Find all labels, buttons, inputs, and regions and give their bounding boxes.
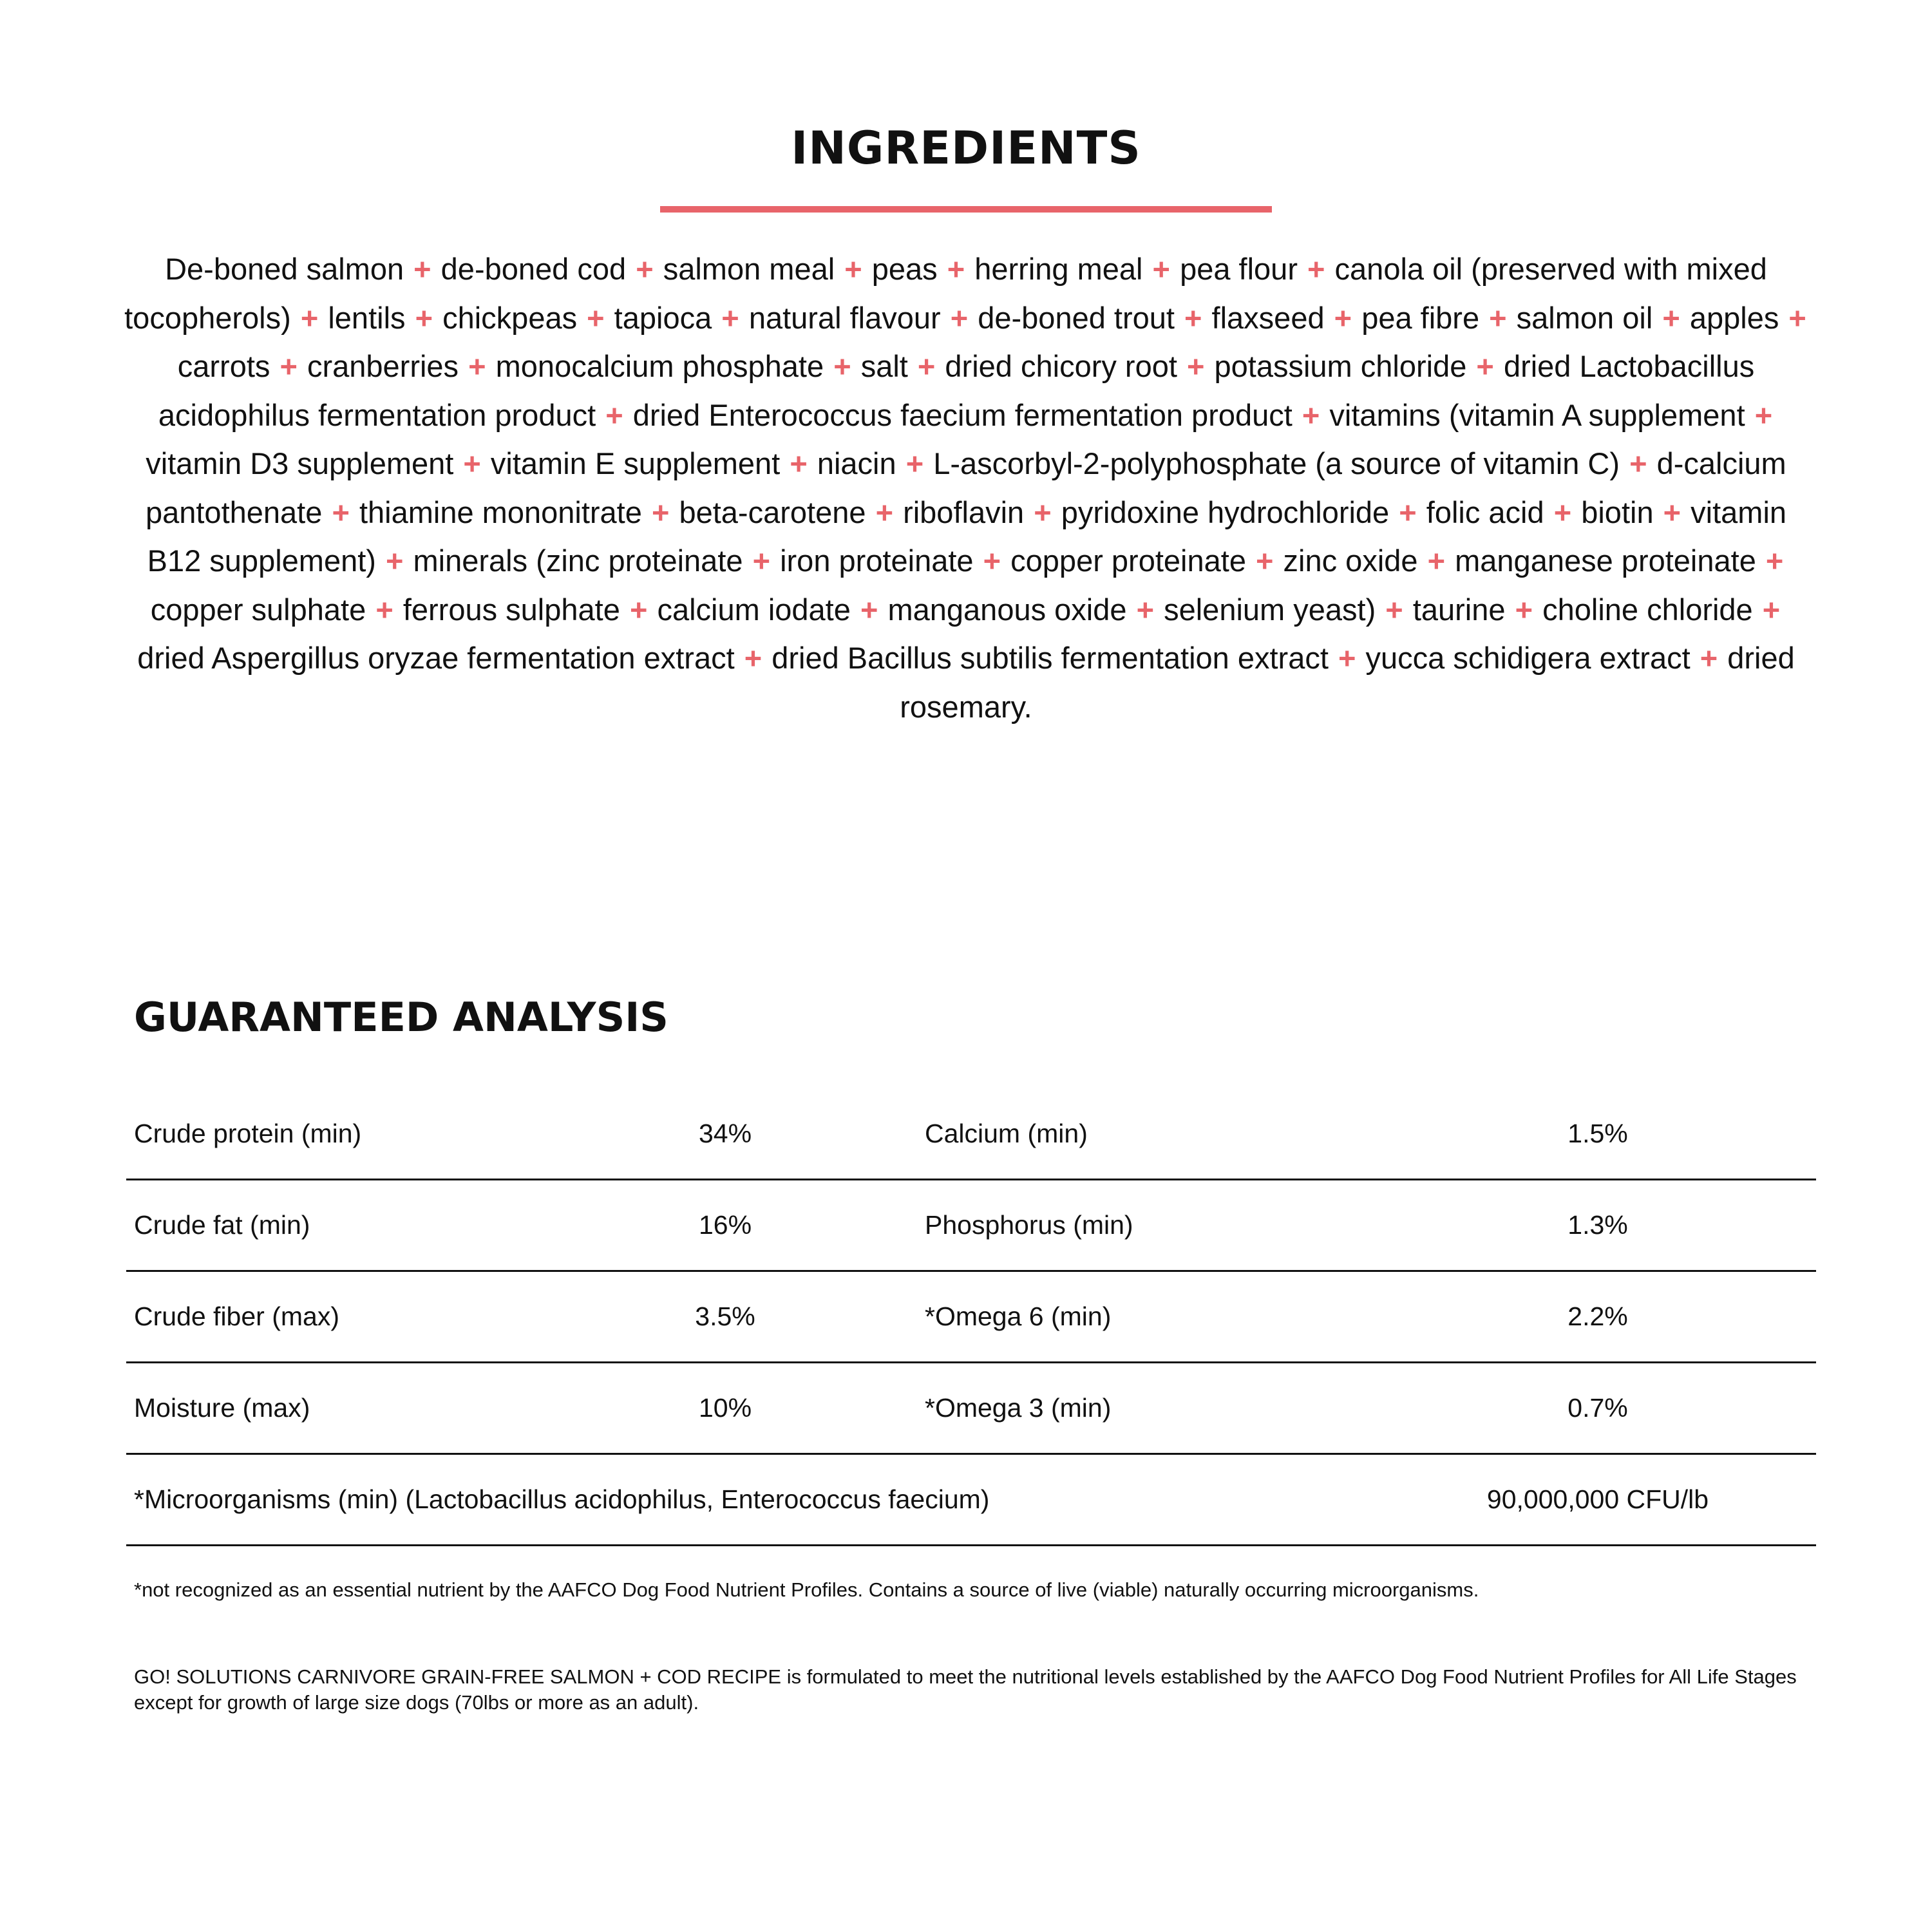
ingredient-item: peas xyxy=(871,252,938,286)
plus-separator-icon: + xyxy=(413,252,431,286)
ingredient-item: iron proteinate xyxy=(780,544,974,578)
analysis-title: GUARANTEED ANALYSIS xyxy=(134,994,668,1041)
plus-separator-icon: + xyxy=(1307,252,1325,286)
plus-separator-icon: + xyxy=(1762,592,1781,627)
table-row xyxy=(126,1180,1816,1272)
ingredient-item: apples xyxy=(1689,300,1779,335)
ingredients-list xyxy=(116,245,1816,731)
ingredient-item: yucca schidigera extract xyxy=(1365,641,1690,675)
nutrient-label: *Omega 6 (min) xyxy=(925,1302,1112,1331)
plus-separator-icon: + xyxy=(1515,592,1533,627)
nutrient-label: Crude fat (min) xyxy=(134,1210,310,1240)
plus-separator-icon: + xyxy=(947,252,965,286)
plus-separator-icon: + xyxy=(300,300,319,335)
nutrient-label: Calcium (min) xyxy=(925,1119,1088,1148)
table-row xyxy=(126,1272,1816,1363)
ingredient-item: tapioca xyxy=(614,300,712,335)
plus-separator-icon: + xyxy=(1489,300,1507,335)
plus-separator-icon: + xyxy=(1553,495,1572,529)
plus-separator-icon: + xyxy=(917,349,936,383)
ingredient-item: biotin xyxy=(1581,495,1654,529)
plus-separator-icon: + xyxy=(605,397,623,432)
plus-separator-icon: + xyxy=(1184,300,1202,335)
plus-separator-icon: + xyxy=(1662,300,1680,335)
ingredient-item: de-boned trout xyxy=(978,300,1175,335)
ingredient-item: pea flour xyxy=(1180,252,1298,286)
ingredient-item: dried Bacillus subtilis fermentation extract xyxy=(772,641,1329,675)
nutrient-label: *Omega 3 (min) xyxy=(925,1393,1112,1423)
ingredient-item: calcium iodate xyxy=(657,592,851,627)
ingredient-item: selenium yeast) xyxy=(1164,592,1376,627)
plus-separator-icon: + xyxy=(875,495,894,529)
ingredient-item: chickpeas xyxy=(442,300,578,335)
nutrient-value: 0.7% xyxy=(1567,1393,1628,1423)
ingredient-item: dried Aspergillus oryzae fermentation extract xyxy=(137,641,735,675)
ingredient-item: dried chicory root xyxy=(945,349,1177,383)
plus-separator-icon: + xyxy=(721,300,739,335)
plus-separator-icon: + xyxy=(415,300,433,335)
ingredient-item: L-ascorbyl-2-polyphosphate (a source of vitamin C) xyxy=(933,446,1620,480)
plus-separator-icon: + xyxy=(752,544,771,578)
ingredient-item: taurine xyxy=(1412,592,1506,627)
guaranteed-analysis-section xyxy=(126,989,1816,1716)
ingredient-item: vitamin D3 supplement xyxy=(146,446,454,480)
nutrient-value: 2.2% xyxy=(1567,1302,1628,1331)
plus-separator-icon: + xyxy=(1338,641,1356,675)
plus-separator-icon: + xyxy=(1399,495,1417,529)
aafco-statement: GO! SOLUTIONS CARNIVORE GRAIN-FREE SALMON + COD RECIPE is formulated to meet the nutritional levels established by the AAFCO Dog Food Nutrient Profiles for All Life Stages except for growth of large size dogs (70lbs or more as an adult). xyxy=(134,1665,1797,1714)
ingredient-item: zinc oxide xyxy=(1283,544,1418,578)
nutrient-label: Phosphorus (min) xyxy=(925,1210,1133,1240)
ingredient-item: d-calcium pantothenate xyxy=(145,446,1786,529)
title-underline xyxy=(660,206,1272,213)
nutrient-value: 16% xyxy=(698,1210,752,1240)
plus-separator-icon: + xyxy=(1427,544,1446,578)
ingredient-item: De-boned salmon xyxy=(165,252,404,286)
plus-separator-icon: + xyxy=(1385,592,1403,627)
plus-separator-icon: + xyxy=(844,252,862,286)
plus-separator-icon: + xyxy=(1788,300,1806,335)
plus-separator-icon: + xyxy=(1034,495,1052,529)
table-row-microorganisms xyxy=(126,1455,1816,1546)
ingredient-item: thiamine mononitrate xyxy=(359,495,642,529)
ingredient-item: folic acid xyxy=(1426,495,1544,529)
plus-separator-icon: + xyxy=(744,641,762,675)
ingredient-item: flaxseed xyxy=(1211,300,1325,335)
nutrient-value: 1.5% xyxy=(1567,1119,1628,1148)
ingredients-section xyxy=(124,116,1806,731)
nutrient-label: Crude protein (min) xyxy=(134,1119,362,1148)
plus-separator-icon: + xyxy=(1186,349,1205,383)
analysis-table xyxy=(126,1089,1816,1546)
ingredient-item: manganous oxide xyxy=(887,592,1127,627)
ingredient-item: ferrous sulphate xyxy=(402,592,620,627)
footnote: *not recognized as an essential nutrient by the AAFCO Dog Food Nutrient Profiles. Contains a source of live (viable) naturally occurring microorganisms. xyxy=(134,1578,1479,1601)
ingredients-title: INGREDIENTS xyxy=(791,122,1141,175)
table-row xyxy=(126,1089,1816,1180)
ingredient-item: manganese proteinate xyxy=(1455,544,1756,578)
ingredient-item: dried rosemary. xyxy=(900,641,1795,724)
ingredient-item: pea fibre xyxy=(1361,300,1480,335)
nutrient-value: 10% xyxy=(698,1393,752,1423)
plus-separator-icon: + xyxy=(386,544,404,578)
ingredient-item: salt xyxy=(860,349,908,383)
ingredient-item: cranberries xyxy=(307,349,459,383)
plus-separator-icon: + xyxy=(1256,544,1274,578)
ingredient-item: herring meal xyxy=(974,252,1143,286)
plus-separator-icon: + xyxy=(1334,300,1352,335)
plus-separator-icon: + xyxy=(279,349,298,383)
plus-separator-icon: + xyxy=(1302,397,1320,432)
plus-separator-icon: + xyxy=(636,252,654,286)
plus-separator-icon: + xyxy=(1476,349,1494,383)
ingredient-item: beta-carotene xyxy=(679,495,866,529)
plus-separator-icon: + xyxy=(1663,495,1681,529)
ingredient-item: lentils xyxy=(328,300,406,335)
ingredient-item: vitamin E supplement xyxy=(490,446,781,480)
nutrient-value: 1.3% xyxy=(1567,1210,1628,1240)
plus-separator-icon: + xyxy=(1700,641,1718,675)
ingredient-item: salmon oil xyxy=(1516,300,1653,335)
plus-separator-icon: + xyxy=(587,300,605,335)
plus-separator-icon: + xyxy=(833,349,851,383)
ingredient-item: copper sulphate xyxy=(150,592,366,627)
ingredient-item: dried Lactobacillus acidophilus fermentation product xyxy=(158,349,1755,432)
ingredient-item: vitamins (vitamin A supplement xyxy=(1329,397,1745,432)
ingredient-item: potassium chloride xyxy=(1214,349,1467,383)
plus-separator-icon: + xyxy=(1765,544,1784,578)
ingredient-item: riboflavin xyxy=(903,495,1025,529)
nutrient-value: 90,000,000 CFU/lb xyxy=(1486,1484,1709,1514)
plus-separator-icon: + xyxy=(332,495,350,529)
ingredient-item: niacin xyxy=(817,446,896,480)
ingredient-item: choline chloride xyxy=(1542,592,1753,627)
plus-separator-icon: + xyxy=(905,446,924,480)
ingredient-item: pyridoxine hydrochloride xyxy=(1061,495,1390,529)
plus-separator-icon: + xyxy=(1136,592,1155,627)
ingredient-item: salmon meal xyxy=(663,252,835,286)
plus-separator-icon: + xyxy=(375,592,393,627)
ingredient-item: canola oil (preserved with mixed tocopherols) xyxy=(124,252,1767,335)
nutrient-label: Moisture (max) xyxy=(134,1393,310,1423)
plus-separator-icon: + xyxy=(790,446,808,480)
plus-separator-icon: + xyxy=(950,300,969,335)
plus-separator-icon: + xyxy=(860,592,878,627)
plus-separator-icon: + xyxy=(1152,252,1170,286)
plus-separator-icon: + xyxy=(463,446,481,480)
ingredient-item: dried Enterococcus faecium fermentation product xyxy=(632,397,1293,432)
plus-separator-icon: + xyxy=(468,349,486,383)
nutrient-label: *Microorganisms (min) (Lactobacillus acidophilus, Enterococcus faecium) xyxy=(134,1484,990,1514)
ingredient-item: carrots xyxy=(177,349,270,383)
nutrient-label: Crude fiber (max) xyxy=(134,1302,339,1331)
plus-separator-icon: + xyxy=(1754,397,1773,432)
nutrient-value: 3.5% xyxy=(695,1302,755,1331)
ingredient-item: copper proteinate xyxy=(1010,544,1246,578)
plus-separator-icon: + xyxy=(651,495,670,529)
ingredient-item: natural flavour xyxy=(748,300,941,335)
ingredient-item: minerals (zinc proteinate xyxy=(413,544,743,578)
plus-separator-icon: + xyxy=(983,544,1001,578)
ingredient-item: vitamin B12 supplement) xyxy=(147,495,1787,578)
plus-separator-icon: + xyxy=(629,592,648,627)
nutrient-value: 34% xyxy=(698,1119,752,1148)
plus-separator-icon: + xyxy=(1629,446,1647,480)
table-row xyxy=(126,1363,1816,1455)
ingredient-item: monocalcium phosphate xyxy=(495,349,824,383)
ingredient-item: de-boned cod xyxy=(440,252,627,286)
